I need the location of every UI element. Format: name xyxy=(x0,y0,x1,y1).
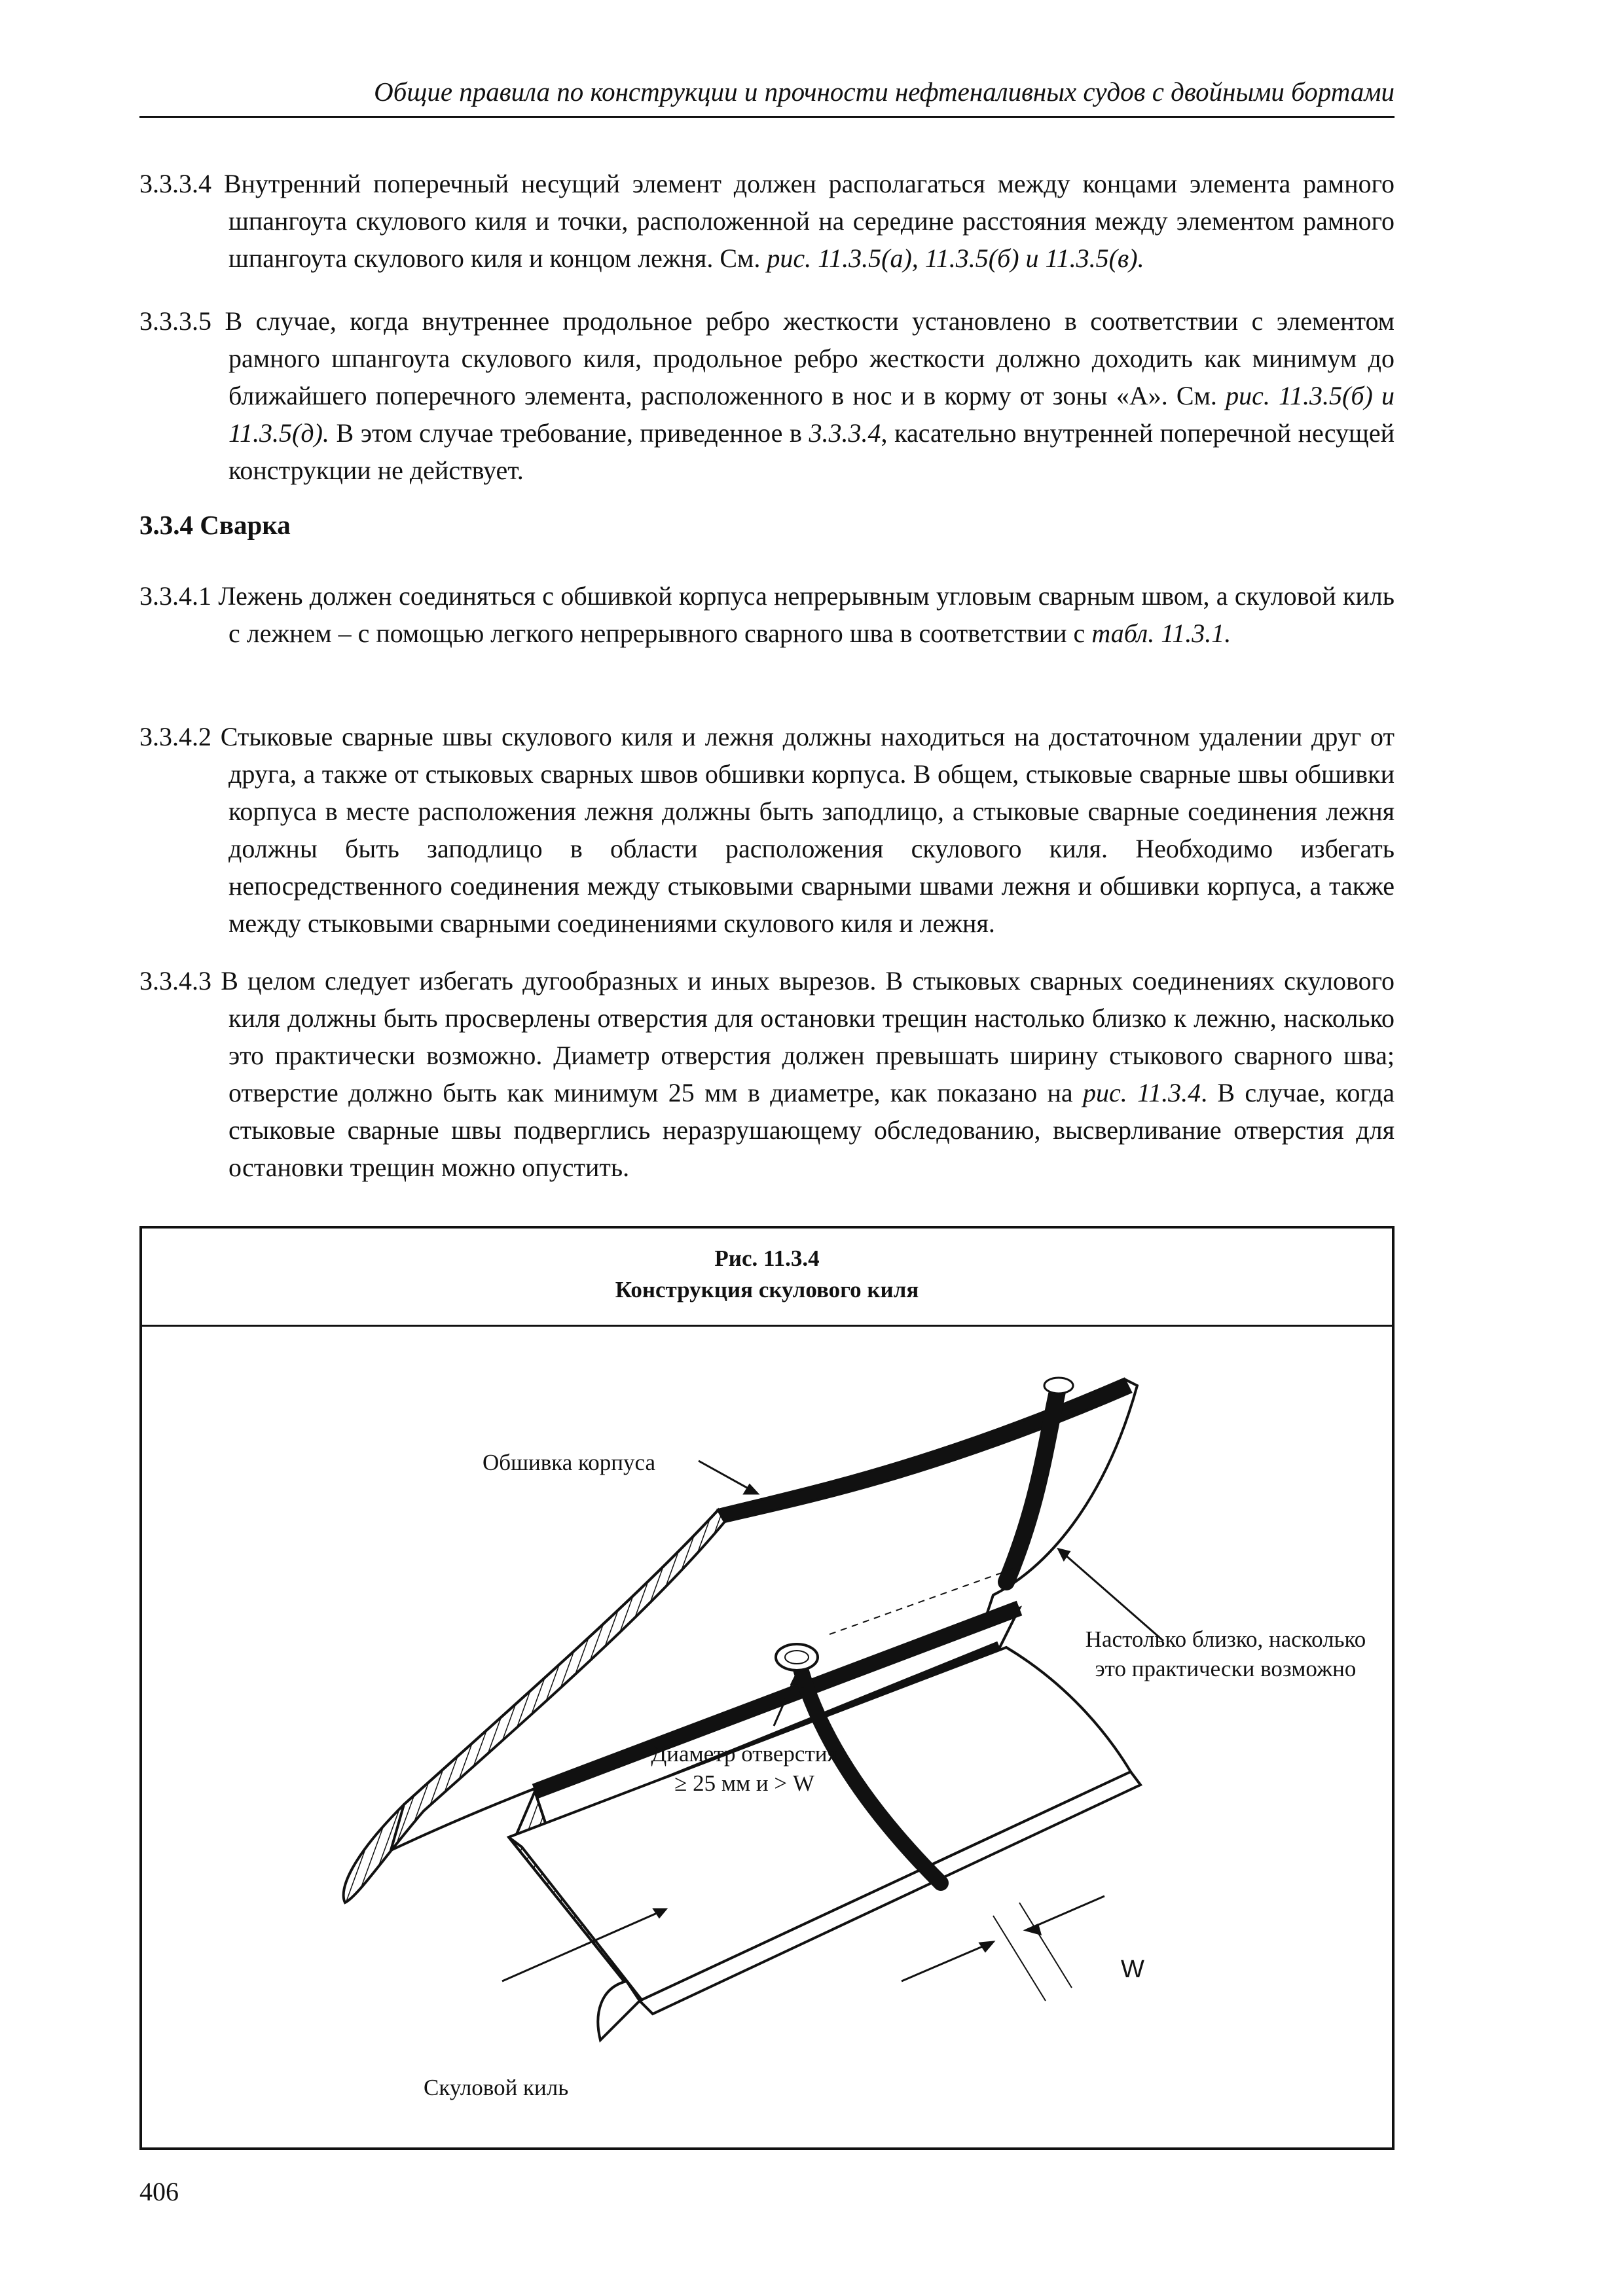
paragraph-text-cont: В этом случае требование, приведенное в xyxy=(329,418,809,448)
figure-reference: рис. 11.3.5(а), 11.3.5(б) и 11.3.5(в). xyxy=(767,243,1144,273)
paragraph-number: 3.3.4.3 xyxy=(139,966,211,996)
paragraph-3-3-3-5 xyxy=(139,302,1395,489)
figure-title: Конструкция скулового киля xyxy=(615,1277,919,1302)
bilge-keel-drawing xyxy=(142,1229,1392,2147)
table-reference: табл. 11.3.1. xyxy=(1091,619,1231,648)
label-hole-diameter-line2: ≥ 25 мм и > W xyxy=(674,1770,814,1796)
paragraph-number: 3.3.4.2 xyxy=(139,722,211,751)
label-as-close-line1: Настолько близко, насколько xyxy=(1085,1626,1366,1652)
label-as-close xyxy=(1049,1624,1402,1683)
paragraph-text: Внутренний поперечный несущий элемент должен располагаться между концами элемента рамного шпангоута скулового киля и точки, расположенной на середине расстояния между элементом рамного шпангоута скулового киля и концом лежня. См. xyxy=(223,169,1395,273)
running-header: Общие правила по конструкции и прочности нефтеналивных судов с двойными бортами xyxy=(374,77,1395,107)
paragraph-3-3-4-2 xyxy=(139,718,1395,942)
paragraph-text: В целом следует избегать дугообразных и иных вырезов. В стыковых сварных соединениях скулового киля должны быть просверлены отверстия для остановки трещин настолько близко к лежню, насколько это практически возможно. Диаметр отверстия должен превышать ширину стыкового сварного шва; отверстие должно быть как минимум 25 мм в диаметре, как показано на xyxy=(221,966,1395,1107)
paragraph-text-end: , касательно внутренней поперечной несущей конструкции не действует. xyxy=(228,418,1395,485)
label-as-close-line2: это практически возможно xyxy=(1095,1656,1357,1681)
paragraph-text: Стыковые сварные швы скулового киля и лежня должны находиться на достаточном удалении друг от друга, а также от стыковых сварных швов обшивки корпуса. В общем, стыковые сварные швы обшивки корпуса в месте расположения лежня должны быть заподлицо, а стыковые сварные соединения лежня должны быть заподлицо в области расположения скулового киля. Необходимо избегать непосредственного соединения между стыковыми сварными швами лежня и обшивки корпуса, а также между стыковыми сварными соединениями скулового киля и лежня. xyxy=(220,722,1395,938)
paragraph-number: 3.3.3.4 xyxy=(139,169,211,198)
paragraph-3-3-3-4 xyxy=(139,165,1395,277)
page-number: 406 xyxy=(139,2177,179,2206)
section-reference: 3.3.3.4 xyxy=(809,418,881,448)
crack-arrest-hole xyxy=(776,1644,818,1670)
paragraph-3-3-4-1 xyxy=(139,577,1395,652)
label-hull-plating: Обшивка корпуса xyxy=(483,1450,656,1475)
figure-reference: рис. 11.3.5(б) и 11.3.5(д). xyxy=(228,381,1395,448)
label-hole-diameter xyxy=(640,1739,849,1798)
figure-reference: рис. 11.3.4 xyxy=(1082,1078,1201,1107)
paragraph-number: 3.3.4.1 xyxy=(139,581,211,611)
paragraph-3-3-4-3 xyxy=(139,962,1395,1186)
paragraph-text-end: . В случае, когда стыковые сварные швы подверглись неразрушающему обследованию, высверливание отверстия для остановки трещин можно опустить. xyxy=(228,1078,1395,1182)
label-bilge-keel: Скуловой киль xyxy=(424,2075,569,2100)
section-heading: 3.3.4 Сварка xyxy=(139,510,291,540)
paragraph-text: Лежень должен соединяться с обшивкой корпуса непрерывным угловым сварным швом, а скуловой киль с лежнем – с помощью легкого непрерывного сварного шва в соответствии с xyxy=(218,581,1395,648)
figure-number: Рис. 11.3.4 xyxy=(714,1246,820,1271)
label-w: W xyxy=(1121,1956,1144,1983)
figure-frame xyxy=(139,1226,1395,2150)
label-hole-diameter-line1: Диаметр отверстия xyxy=(651,1741,838,1767)
paragraph-number: 3.3.3.5 xyxy=(139,306,211,336)
paragraph-text: В случае, когда внутреннее продольное ребро жесткости установлено в соответствии с элементом рамного шпангоута скулового киля, продольное ребро жесткости должно доходить как минимум до ближайшего поперечного элемента, расположенного в нос и в корму от зоны «А». См. xyxy=(225,306,1395,410)
header-rule xyxy=(139,116,1395,118)
